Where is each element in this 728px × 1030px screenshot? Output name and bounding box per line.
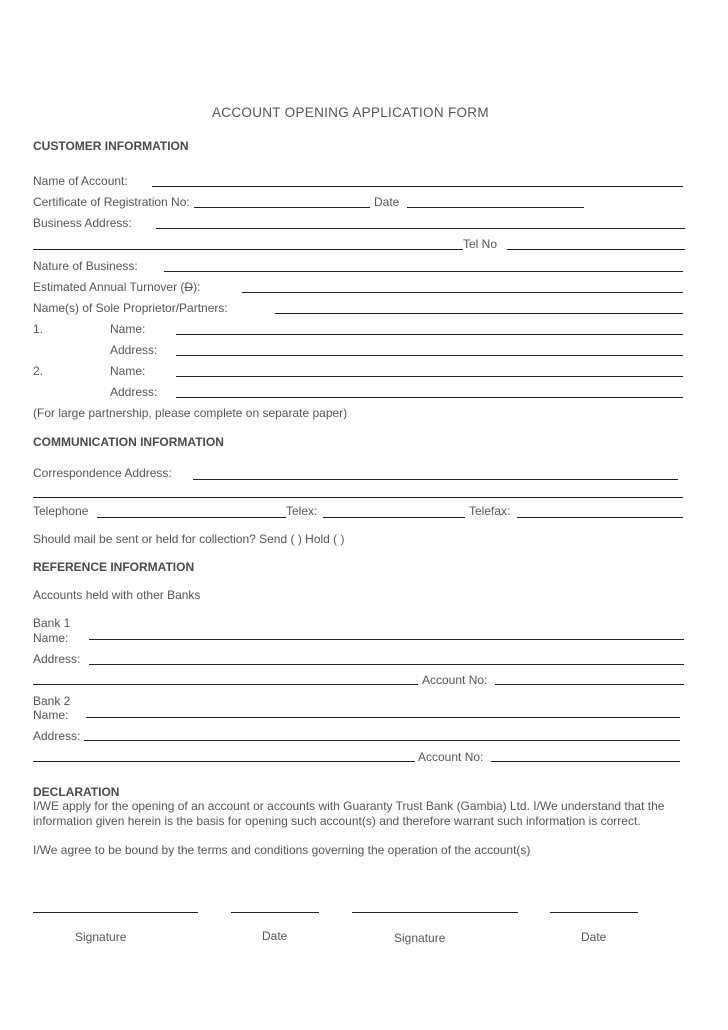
- business-address-field[interactable]: [156, 228, 685, 229]
- tel-no-field[interactable]: [507, 249, 685, 250]
- accounts-other-banks-label: Accounts held with other Banks: [33, 588, 201, 602]
- partner-2-address-label: Address:: [110, 385, 158, 399]
- bank-1-name-field[interactable]: [89, 639, 684, 640]
- bank-1-account-no-field[interactable]: [495, 684, 684, 685]
- business-address-line2[interactable]: [33, 249, 463, 250]
- correspondence-address-line2[interactable]: [33, 497, 683, 498]
- business-address-label: Business Address:: [33, 216, 132, 230]
- bank-2-account-no-label: Account No:: [418, 750, 484, 764]
- date-1-label: Date: [262, 929, 288, 943]
- correspondence-address-label: Correspondence Address:: [33, 466, 172, 480]
- name-of-account-label: Name of Account:: [33, 174, 128, 188]
- reference-info-heading: REFERENCE INFORMATION: [33, 560, 195, 574]
- telefax-field[interactable]: [517, 517, 683, 518]
- mail-question: Should mail be sent or held for collection? Send ( ) Hold ( ): [33, 532, 345, 546]
- bank-2-account-no-field[interactable]: [491, 761, 680, 762]
- telephone-field[interactable]: [97, 517, 286, 518]
- bank-2-name-label: Name:: [33, 708, 69, 722]
- telex-field[interactable]: [323, 517, 465, 518]
- telex-label: Telex:: [286, 504, 318, 518]
- partner-1-number: 1.: [33, 322, 44, 336]
- declaration-agreement: I/We agree to be bound by the terms and conditions governing the operation of the account(s): [33, 843, 531, 857]
- partners-field[interactable]: [275, 313, 683, 314]
- partnership-note: (For large partnership, please complete on separate paper): [33, 406, 348, 420]
- signature-1-line[interactable]: [33, 912, 198, 913]
- nature-of-business-label: Nature of Business:: [33, 259, 138, 273]
- bank-2-address-label: Address:: [33, 729, 81, 743]
- tel-no-label: Tel No: [463, 237, 498, 251]
- page-title: ACCOUNT OPENING APPLICATION FORM: [212, 105, 489, 120]
- correspondence-address-field[interactable]: [193, 479, 678, 480]
- signature-2-label: Signature: [394, 931, 446, 945]
- communication-info-heading: COMMUNICATION INFORMATION: [33, 435, 224, 449]
- signature-1-label: Signature: [75, 930, 127, 944]
- partner-2-address-field[interactable]: [176, 397, 683, 398]
- cert-date-field[interactable]: [407, 207, 584, 208]
- telephone-label: Telephone: [33, 504, 89, 518]
- declaration-heading: DECLARATION: [33, 785, 120, 799]
- bank-1-address-label: Address:: [33, 652, 81, 666]
- bank-2-address-line2[interactable]: [33, 761, 415, 762]
- partner-1-name-label: Name:: [110, 322, 146, 336]
- partner-1-address-field[interactable]: [176, 355, 683, 356]
- cert-reg-field[interactable]: [194, 207, 370, 208]
- cert-date-label: Date: [374, 195, 400, 209]
- bank-1-name-label: Name:: [33, 631, 69, 645]
- telefax-label: Telefax:: [469, 504, 511, 518]
- bank-1-account-no-label: Account No:: [422, 673, 488, 687]
- partner-2-name-field[interactable]: [176, 376, 683, 377]
- bank-1-address-field[interactable]: [89, 664, 684, 665]
- customer-info-heading: CUSTOMER INFORMATION: [33, 139, 189, 153]
- date-1-line[interactable]: [231, 912, 319, 913]
- bank-2-address-field[interactable]: [84, 740, 680, 741]
- partners-label: Name(s) of Sole Proprietor/Partners:: [33, 301, 228, 315]
- partner-2-name-label: Name:: [110, 364, 146, 378]
- bank-2-label: Bank 2: [33, 694, 71, 708]
- bank-1-label: Bank 1: [33, 616, 71, 630]
- turnover-label: Estimated Annual Turnover (D):: [33, 280, 201, 294]
- partner-1-name-field[interactable]: [176, 334, 683, 335]
- date-2-line[interactable]: [550, 912, 638, 913]
- turnover-field[interactable]: [242, 292, 683, 293]
- bank-1-address-line2[interactable]: [33, 684, 418, 685]
- nature-of-business-field[interactable]: [164, 271, 683, 272]
- signature-2-line[interactable]: [352, 912, 518, 913]
- dalasi-currency-symbol: D: [184, 280, 194, 294]
- bank-2-name-field[interactable]: [86, 717, 680, 718]
- date-2-label: Date: [581, 930, 607, 944]
- cert-reg-label: Certificate of Registration No:: [33, 195, 190, 209]
- name-of-account-field[interactable]: [152, 186, 683, 187]
- declaration-text: I/WE apply for the opening of an account or accounts with Guaranty Trust Bank (Gambia) Ltd. I/We understand that the information given herein is the basis for opening such account(s) and therefore warrant such information is correct.: [33, 799, 665, 828]
- partner-2-number: 2.: [33, 364, 44, 378]
- partner-1-address-label: Address:: [110, 343, 158, 357]
